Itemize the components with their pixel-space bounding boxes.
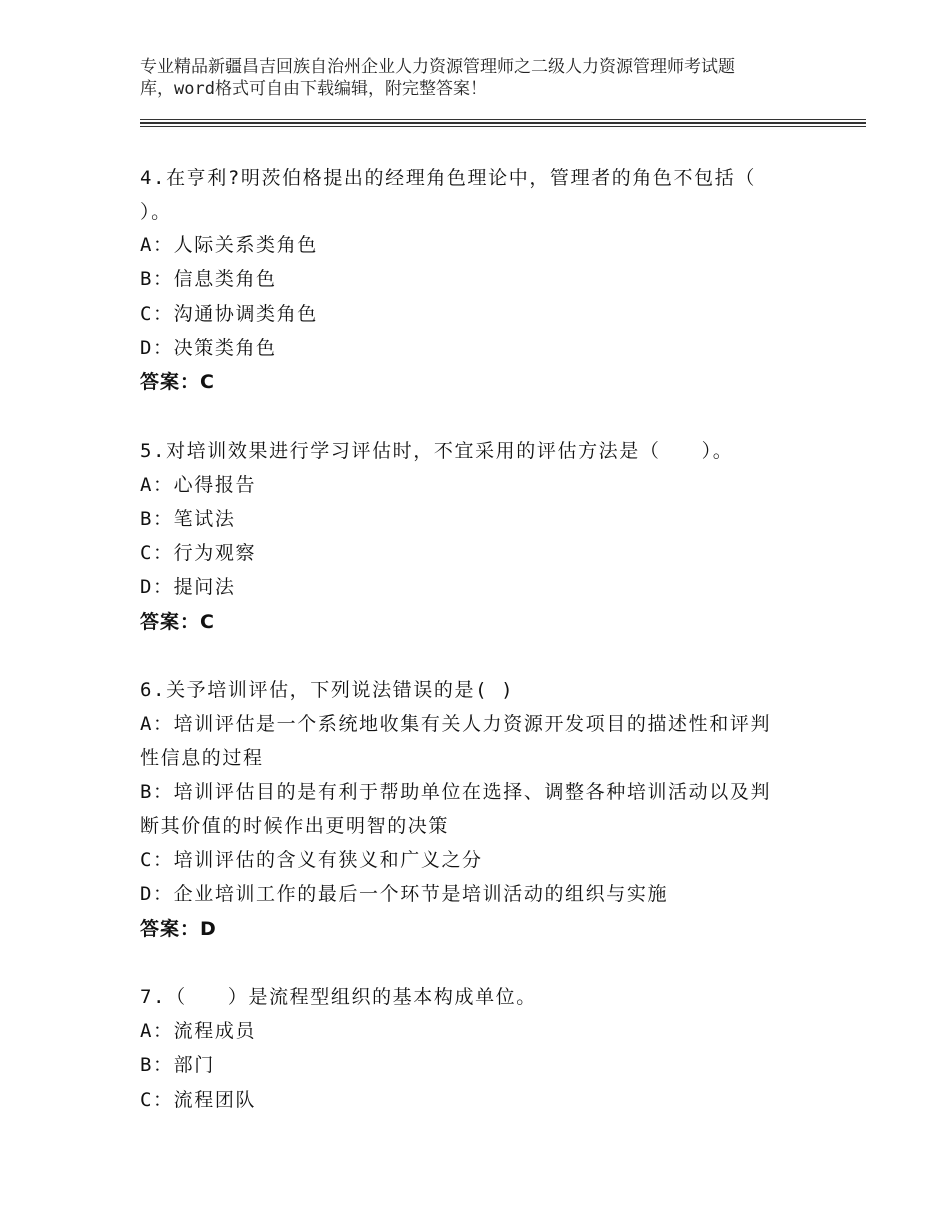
question-5-option-b: B：笔试法 (140, 508, 236, 530)
question-4-option-b: B：信息类角色 (140, 268, 277, 290)
header-divider-middle (140, 122, 866, 124)
question-6-answer: 答案：D (140, 918, 217, 940)
question-4-option-a: A：人际关系类角色 (140, 234, 318, 256)
question-4-option-d: D：决策类角色 (140, 337, 277, 359)
header-title-line-2: 库，word格式可自由下载编辑，附完整答案！ (140, 79, 487, 99)
question-6-option-c: C：培训评估的含义有狭义和广义之分 (140, 849, 483, 871)
question-4-answer: 答案：C (140, 371, 215, 393)
question-6-option-b-line-1: B：培训评估目的是有利于帮助单位在选择、调整各种培训活动以及判 (140, 781, 772, 803)
question-5-stem: 5.对培训效果进行学习评估时，不宜采用的评估方法是（ ）。 (140, 440, 734, 462)
question-6-option-d: D：企业培训工作的最后一个环节是培训活动的组织与实施 (140, 883, 669, 905)
question-7-option-b: B：部门 (140, 1054, 215, 1076)
header-divider-top (140, 119, 866, 120)
question-6-stem: 6.关予培训评估，下列说法错误的是( ) (140, 679, 515, 701)
header-title-line-1: 专业精品新疆昌吉回族自治州企业人力资源管理师之二级人力资源管理师考试题 (140, 57, 735, 77)
question-6-option-a-line-2: 性信息的过程 (140, 747, 264, 769)
header-divider-bottom (140, 126, 866, 127)
question-4-stem-line-2: ）。 (140, 201, 172, 223)
question-6-option-b-line-2: 断其价值的时候作出更明智的决策 (140, 815, 450, 837)
document-header (140, 56, 840, 100)
question-5-option-a: A：心得报告 (140, 474, 257, 496)
question-4-option-c: C：沟通协调类角色 (140, 303, 318, 325)
question-4-stem-line-1: 4.在亨利?明茨伯格提出的经理角色理论中，管理者的角色不包括（ (140, 167, 756, 189)
question-5-option-c: C：行为观察 (140, 542, 257, 564)
question-7-option-a: A：流程成员 (140, 1020, 257, 1042)
question-7-stem: 7.（ ）是流程型组织的基本构成单位。 (140, 986, 537, 1008)
question-5-option-d: D：提问法 (140, 576, 236, 598)
question-6-option-a-line-1: A：培训评估是一个系统地收集有关人力资源开发项目的描述性和评判 (140, 713, 772, 735)
question-5-answer: 答案：C (140, 611, 215, 633)
question-7-option-c: C：流程团队 (140, 1089, 257, 1111)
